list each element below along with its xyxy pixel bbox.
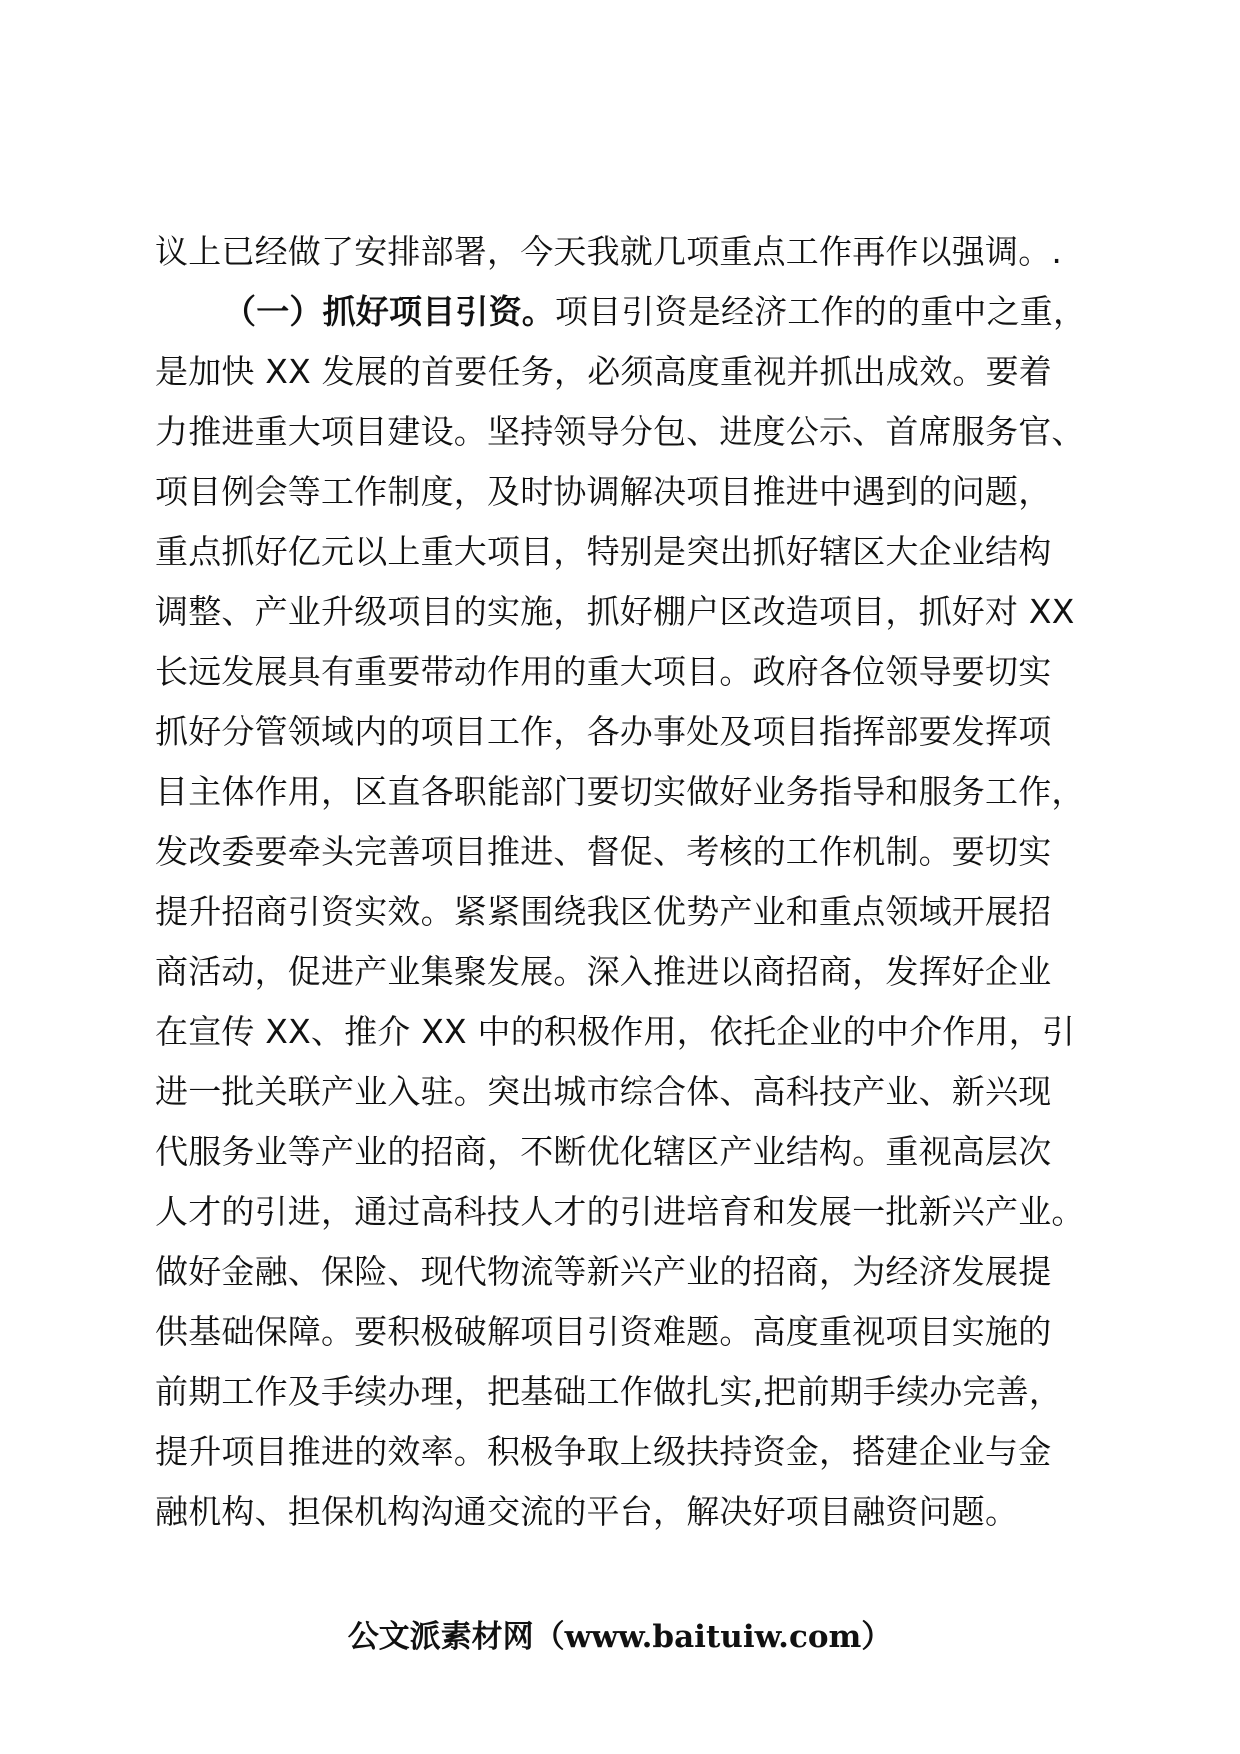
text-line-18: 做好金融、保险、现代物流等新兴产业的招商，为经济发展提	[155, 1252, 1052, 1291]
text-line-12: 提升招商引资实效。紧紧围绕我区优势产业和重点领域开展招	[155, 892, 1052, 931]
section-intro: 项目引资是经济工作的的重中之重，	[555, 292, 1087, 331]
text-line-5: 项目例会等工作制度，及时协调解决项目推进中遇到的问题，	[155, 472, 1052, 511]
text-line-21: 提升项目推进的效率。积极争取上级扶持资金，搭建企业与金	[155, 1432, 1052, 1471]
text-line-14: 在宣传 XX、推介 XX 中的积极作用，依托企业的中介作用，引	[155, 1012, 1076, 1051]
text-line-10: 目主体作用，区直各职能部门要切实做好业务指导和服务工作，	[155, 772, 1085, 811]
text-line-22: 融机构、担保机构沟通交流的平台，解决好项目融资问题。	[155, 1492, 1019, 1531]
text-line-11: 发改委要牵头完善项目推进、督促、考核的工作机制。要切实	[155, 832, 1052, 871]
text-line-17: 人才的引进，通过高科技人才的引进培育和发展一批新兴产业。	[155, 1192, 1085, 1231]
text-line-6: 重点抓好亿元以上重大项目，特别是突出抓好辖区大企业结构	[155, 532, 1052, 571]
text-line-16: 代服务业等产业的招商，不断优化辖区产业结构。重视高层次	[155, 1132, 1052, 1171]
text-line-13: 商活动，促进产业集聚发展。深入推进以商招商，发挥好企业	[155, 952, 1052, 991]
section-heading: （一）抓好项目引资。	[223, 292, 555, 331]
text-line-9: 抓好分管领域内的项目工作，各办事处及项目指挥部要发挥项	[155, 712, 1052, 751]
body-text	[155, 222, 1095, 1542]
section-heading-line	[155, 282, 1095, 342]
text-line-20: 前期工作及手续办理，把基础工作做扎实,把前期手续办完善，	[155, 1372, 1063, 1411]
text-line-8: 长远发展具有重要带动作用的重大项目。政府各位领导要切实	[155, 652, 1052, 691]
text-line-7: 调整、产业升级项目的实施，抓好棚户区改造项目，抓好对 XX	[155, 592, 1075, 631]
text-line-3: 是加快 XX 发展的首要任务，必须高度重视并抓出成效。要着	[155, 352, 1052, 391]
footer-watermark: 公文派素材网（www.baituiw.com）	[347, 1619, 893, 1655]
text-line-4: 力推进重大项目建设。坚持领导分包、进度公示、首席服务官、	[155, 412, 1085, 451]
text-line-19: 供基础保障。要积极破解项目引资难题。高度重视项目实施的	[155, 1312, 1052, 1351]
text-line-1: 议上已经做了安排部署，今天我就几项重点工作再作以强调。.	[155, 232, 1063, 271]
text-line-15: 进一批关联产业入驻。突出城市综合体、高科技产业、新兴现	[155, 1072, 1052, 1111]
